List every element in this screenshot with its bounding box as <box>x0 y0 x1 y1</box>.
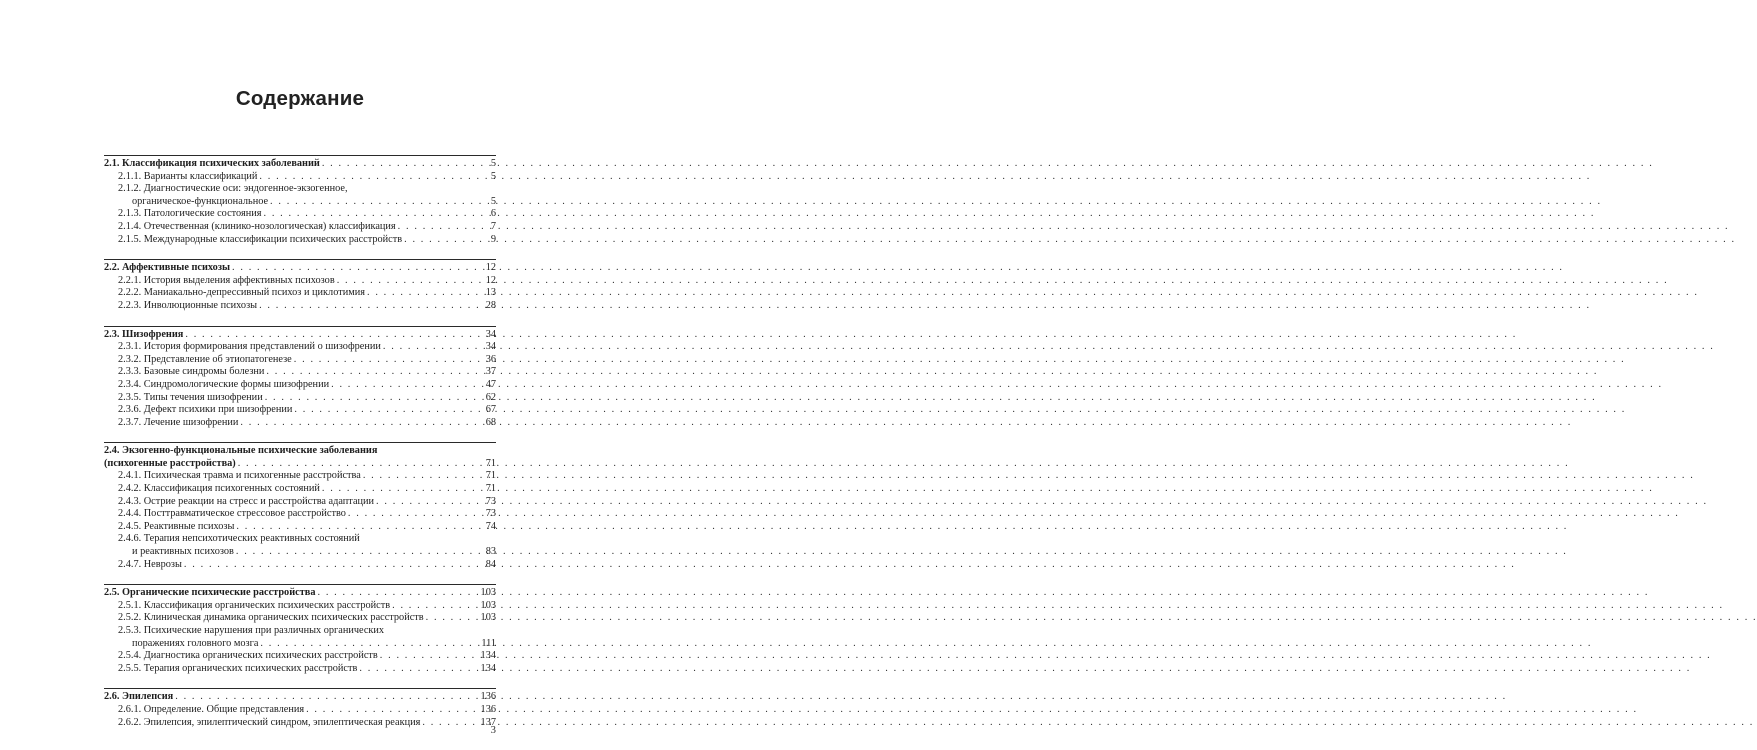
toc-entry[interactable]: 2.2.3. Инволюционные психозы . . . 28 <box>104 300 496 313</box>
toc-section-heading[interactable]: 2.6. Эпилепсия . . . 136 <box>104 691 496 704</box>
section-divider <box>104 688 496 689</box>
toc-entry[interactable]: 2.1.1. Варианты классификаций . . . 5 <box>104 171 496 184</box>
toc-entry[interactable]: 2.1.5. Международные классификации психических расстройств . . . 9 <box>104 234 496 247</box>
toc-entry[interactable]: 2.4.1. Психическая травма и психогенные расстройства . . . 71 <box>104 470 496 483</box>
toc-entry[interactable]: 2.5.5. Терапия органических психических расстройств . . . 134 <box>104 663 496 676</box>
toc-entry[interactable]: 2.6.2. Эпилепсия, эпилептический синдром, эпилептическая реакция . . . 137 <box>104 717 496 730</box>
toc-entry[interactable]: 2.3.3. Базовые синдромы болезни . . . 37 <box>104 366 496 379</box>
toc-section-heading[interactable]: 2.1. Классификация психических заболеваний . . . 5 <box>104 158 496 171</box>
toc-section <box>104 688 496 729</box>
section-divider <box>104 442 496 443</box>
toc-section-heading[interactable]: (психогенные расстройства) . . . 71 <box>104 458 496 471</box>
toc-entry[interactable]: 2.6.1. Определение. Общие представления . . . 136 <box>104 704 496 717</box>
toc-entry[interactable]: и реактивных психозов . . . 83 <box>104 546 496 559</box>
toc-section-heading[interactable]: 2.2. Аффективные психозы . . . 12 <box>104 262 496 275</box>
toc-section <box>104 584 496 675</box>
section-divider <box>104 155 496 156</box>
page-number: 3 <box>490 724 496 736</box>
page-ref: 5 <box>490 158 496 169</box>
toc-entry[interactable]: поражениях головного мозга . . . 111 <box>104 638 496 651</box>
toc-entry[interactable]: 2.4.4. Посттравматическое стрессовое расстройство . . . 73 <box>104 508 496 521</box>
toc-section-heading-line: 2.4. Экзогенно-функциональные психические заболевания <box>104 445 378 457</box>
toc-entry[interactable]: 2.1.3. Патологические состояния . . . 6 <box>104 208 496 221</box>
toc-entry[interactable]: 2.5.1. Классификация органических психических расстройств . . . 103 <box>104 600 496 613</box>
toc-entry[interactable]: 2.4.2. Классификация психогенных состояний . . . 71 <box>104 483 496 496</box>
toc-entry[interactable]: 2.1.4. Отечественная (клинико-нозологическая) классификация . . . 7 <box>104 221 496 234</box>
toc-section-heading[interactable]: 2.5. Органические психические расстройства . . . 103 <box>104 587 496 600</box>
toc-entry[interactable]: 2.4.3. Острие реакции на стресс и расстройства адаптации . . . 73 <box>104 496 496 509</box>
toc-entry-line: 2.4.6. Терапия непсихотических реактивных состояний <box>118 533 360 545</box>
toc-entry[interactable]: 2.5.4. Диагностика органических психических расстройств . . . 134 <box>104 650 496 663</box>
table-of-contents <box>104 155 496 742</box>
toc-entry[interactable]: 2.3.7. Лечение шизофрении . . . 68 <box>104 417 496 430</box>
section-divider <box>104 259 496 260</box>
toc-entry[interactable]: органическое-функциональное . . . 5 <box>104 196 496 209</box>
toc-entry[interactable]: 2.3.6. Дефект психики при шизофрении . . . 67 <box>104 404 496 417</box>
toc-entry[interactable]: 2.3.1. История формирования представлений о шизофрении . . . 34 <box>104 341 496 354</box>
toc-section <box>104 442 496 571</box>
toc-section-heading[interactable]: 2.3. Шизофрения . . . 34 <box>104 329 496 342</box>
toc-entry[interactable]: 2.4.7. Неврозы . . . 84 <box>104 559 496 572</box>
toc-entry[interactable]: 2.2.1. История выделения аффективных психозов . . . 12 <box>104 275 496 288</box>
book-page <box>0 0 600 750</box>
toc-entry[interactable]: 2.5.2. Клиническая динамика органических психических расстройств . . . 103 <box>104 612 496 625</box>
toc-entry[interactable]: 2.3.4. Синдромологические формы шизофрении . . . 47 <box>104 379 496 392</box>
page-title: Содержание <box>235 87 365 110</box>
toc-entry[interactable]: 2.3.2. Представление об этиопатогенезе . . . 36 <box>104 354 496 367</box>
toc-section <box>104 326 496 430</box>
toc-entry-line: 2.1.2. Диагностические оси: эндогенное-экзогенное, <box>118 183 348 195</box>
toc-entry-line: 2.5.3. Психические нарушения при различных органических <box>118 625 385 636</box>
toc-entry[interactable]: 2.4.5. Реактивные психозы . . . 74 <box>104 521 496 534</box>
toc-entry[interactable]: 2.2.2. Маниакально-депрессивный психоз и циклотимия . . . 13 <box>104 287 496 300</box>
toc-section <box>104 155 496 246</box>
toc-section <box>104 259 496 312</box>
toc-entry[interactable]: 2.3.5. Типы течения шизофрении . . . 62 <box>104 392 496 405</box>
section-divider <box>104 326 496 327</box>
section-divider <box>104 584 496 585</box>
